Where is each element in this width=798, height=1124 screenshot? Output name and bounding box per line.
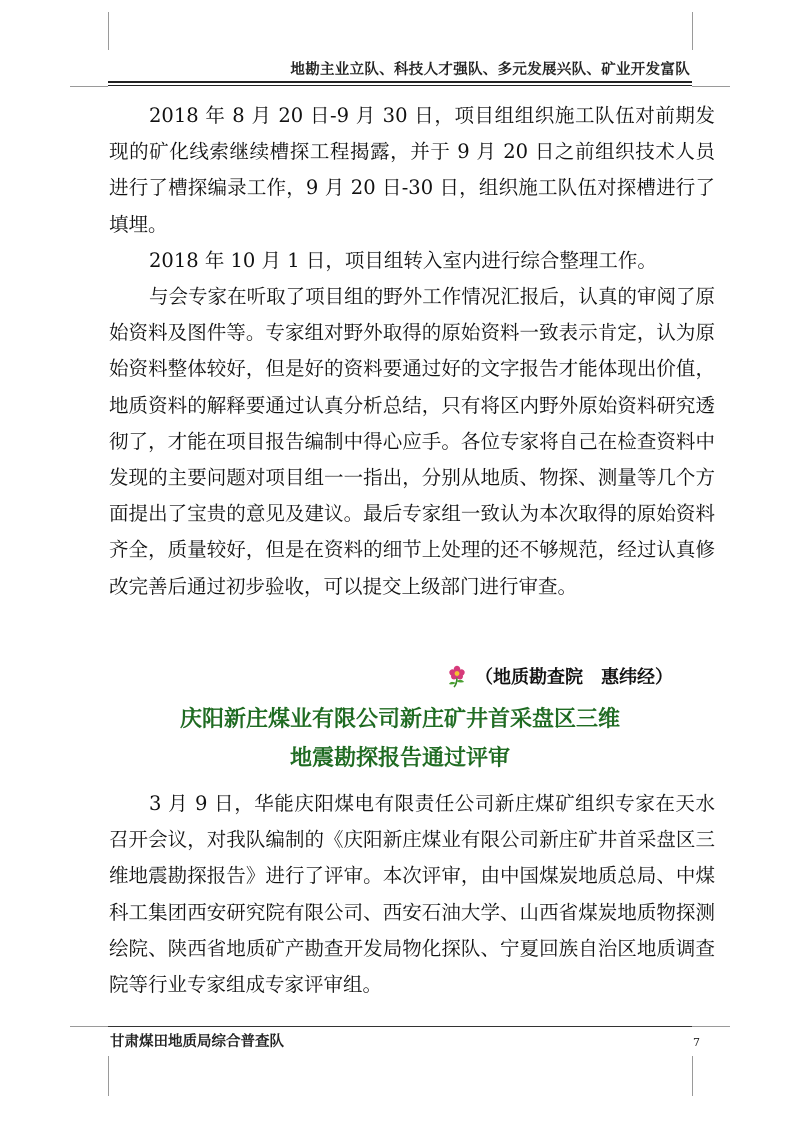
header-rule-thin — [108, 85, 692, 86]
signature-text: （地质勘查院 惠纬经） — [475, 667, 673, 688]
paragraph: 3 月 9 日，华能庆阳煤电有限责任公司新庄煤矿组织专家在天水召开会议，对我队编制的《庆阳新庄煤业有限公司新庄矿井首采盘区三维地震勘探报告》进行了评审。本次评审，由中国煤炭地质总局、中煤科工集团西安研究院有限公司、西安石油大学、山西省煤炭地质物探测绘院、陕西省地质矿产勘查开发局物化探队、宁夏回族自治区地质调查院等行业专家组成专家评审组。 — [109, 792, 715, 997]
title-line-2: 地震勘探报告通过评审 — [289, 746, 510, 771]
signature — [445, 661, 707, 691]
flower-icon — [445, 664, 469, 688]
article1-body — [109, 98, 715, 605]
page-number: 7 — [693, 1036, 700, 1049]
header-rule — [108, 81, 692, 83]
footer-org: 甘肃煤田地质局综合普查队 — [110, 1034, 284, 1050]
paragraph: 2018 年 8 月 20 日-9 月 30 日，项目组组织施工队伍对前期发现的矿化线索继续槽探工程揭露，并于 9 月 20 日之前组织技术人员进行了槽探编录工作，9 月 20 日-30 日，组织施工队伍对探槽进行了填埋。 — [109, 104, 715, 236]
article2-body — [109, 786, 715, 1003]
header-motto: 地勘主业立队、科技人才强队、多元发展兴队、矿业开发富队 — [290, 62, 690, 78]
crop-mark — [692, 12, 693, 50]
crop-mark — [108, 1056, 109, 1096]
crop-mark — [692, 1026, 730, 1027]
title-line-1: 庆阳新庄煤业有限公司新庄矿井首采盘区三维 — [179, 707, 620, 732]
footer-rule — [108, 1026, 692, 1027]
crop-mark — [692, 86, 730, 87]
crop-mark — [692, 1056, 693, 1096]
paragraph: 2018 年 10 月 1 日，项目组转入室内进行综合整理工作。 — [149, 248, 657, 272]
crop-mark — [108, 12, 109, 50]
article-title — [110, 700, 690, 778]
crop-mark — [70, 1026, 108, 1027]
paragraph: 与会专家在听取了项目组的野外工作情况汇报后，认真的审阅了原始资料及图件等。专家组对野外取得的原始资料一致表示肯定，认为原始资料整体较好，但是好的资料要通过好的文字报告才能体现出价值，地质资料的解释要通过认真分析总结，只有将区内野外原始资料研究透彻了，才能在项目报告编制中得心应手。各位专家将自己在检查资料中发现的主要问题对项目组一一指出，分别从地质、物探、测量等几个方面提出了宝贵的意见及建议。最后专家组一致认为本次取得的原始资料齐全，质量较好，但是在资料的细节上处理的还不够规范，经过认真修改完善后通过初步验收，可以提交上级部门进行审查。 — [109, 285, 715, 598]
crop-mark — [70, 86, 108, 87]
